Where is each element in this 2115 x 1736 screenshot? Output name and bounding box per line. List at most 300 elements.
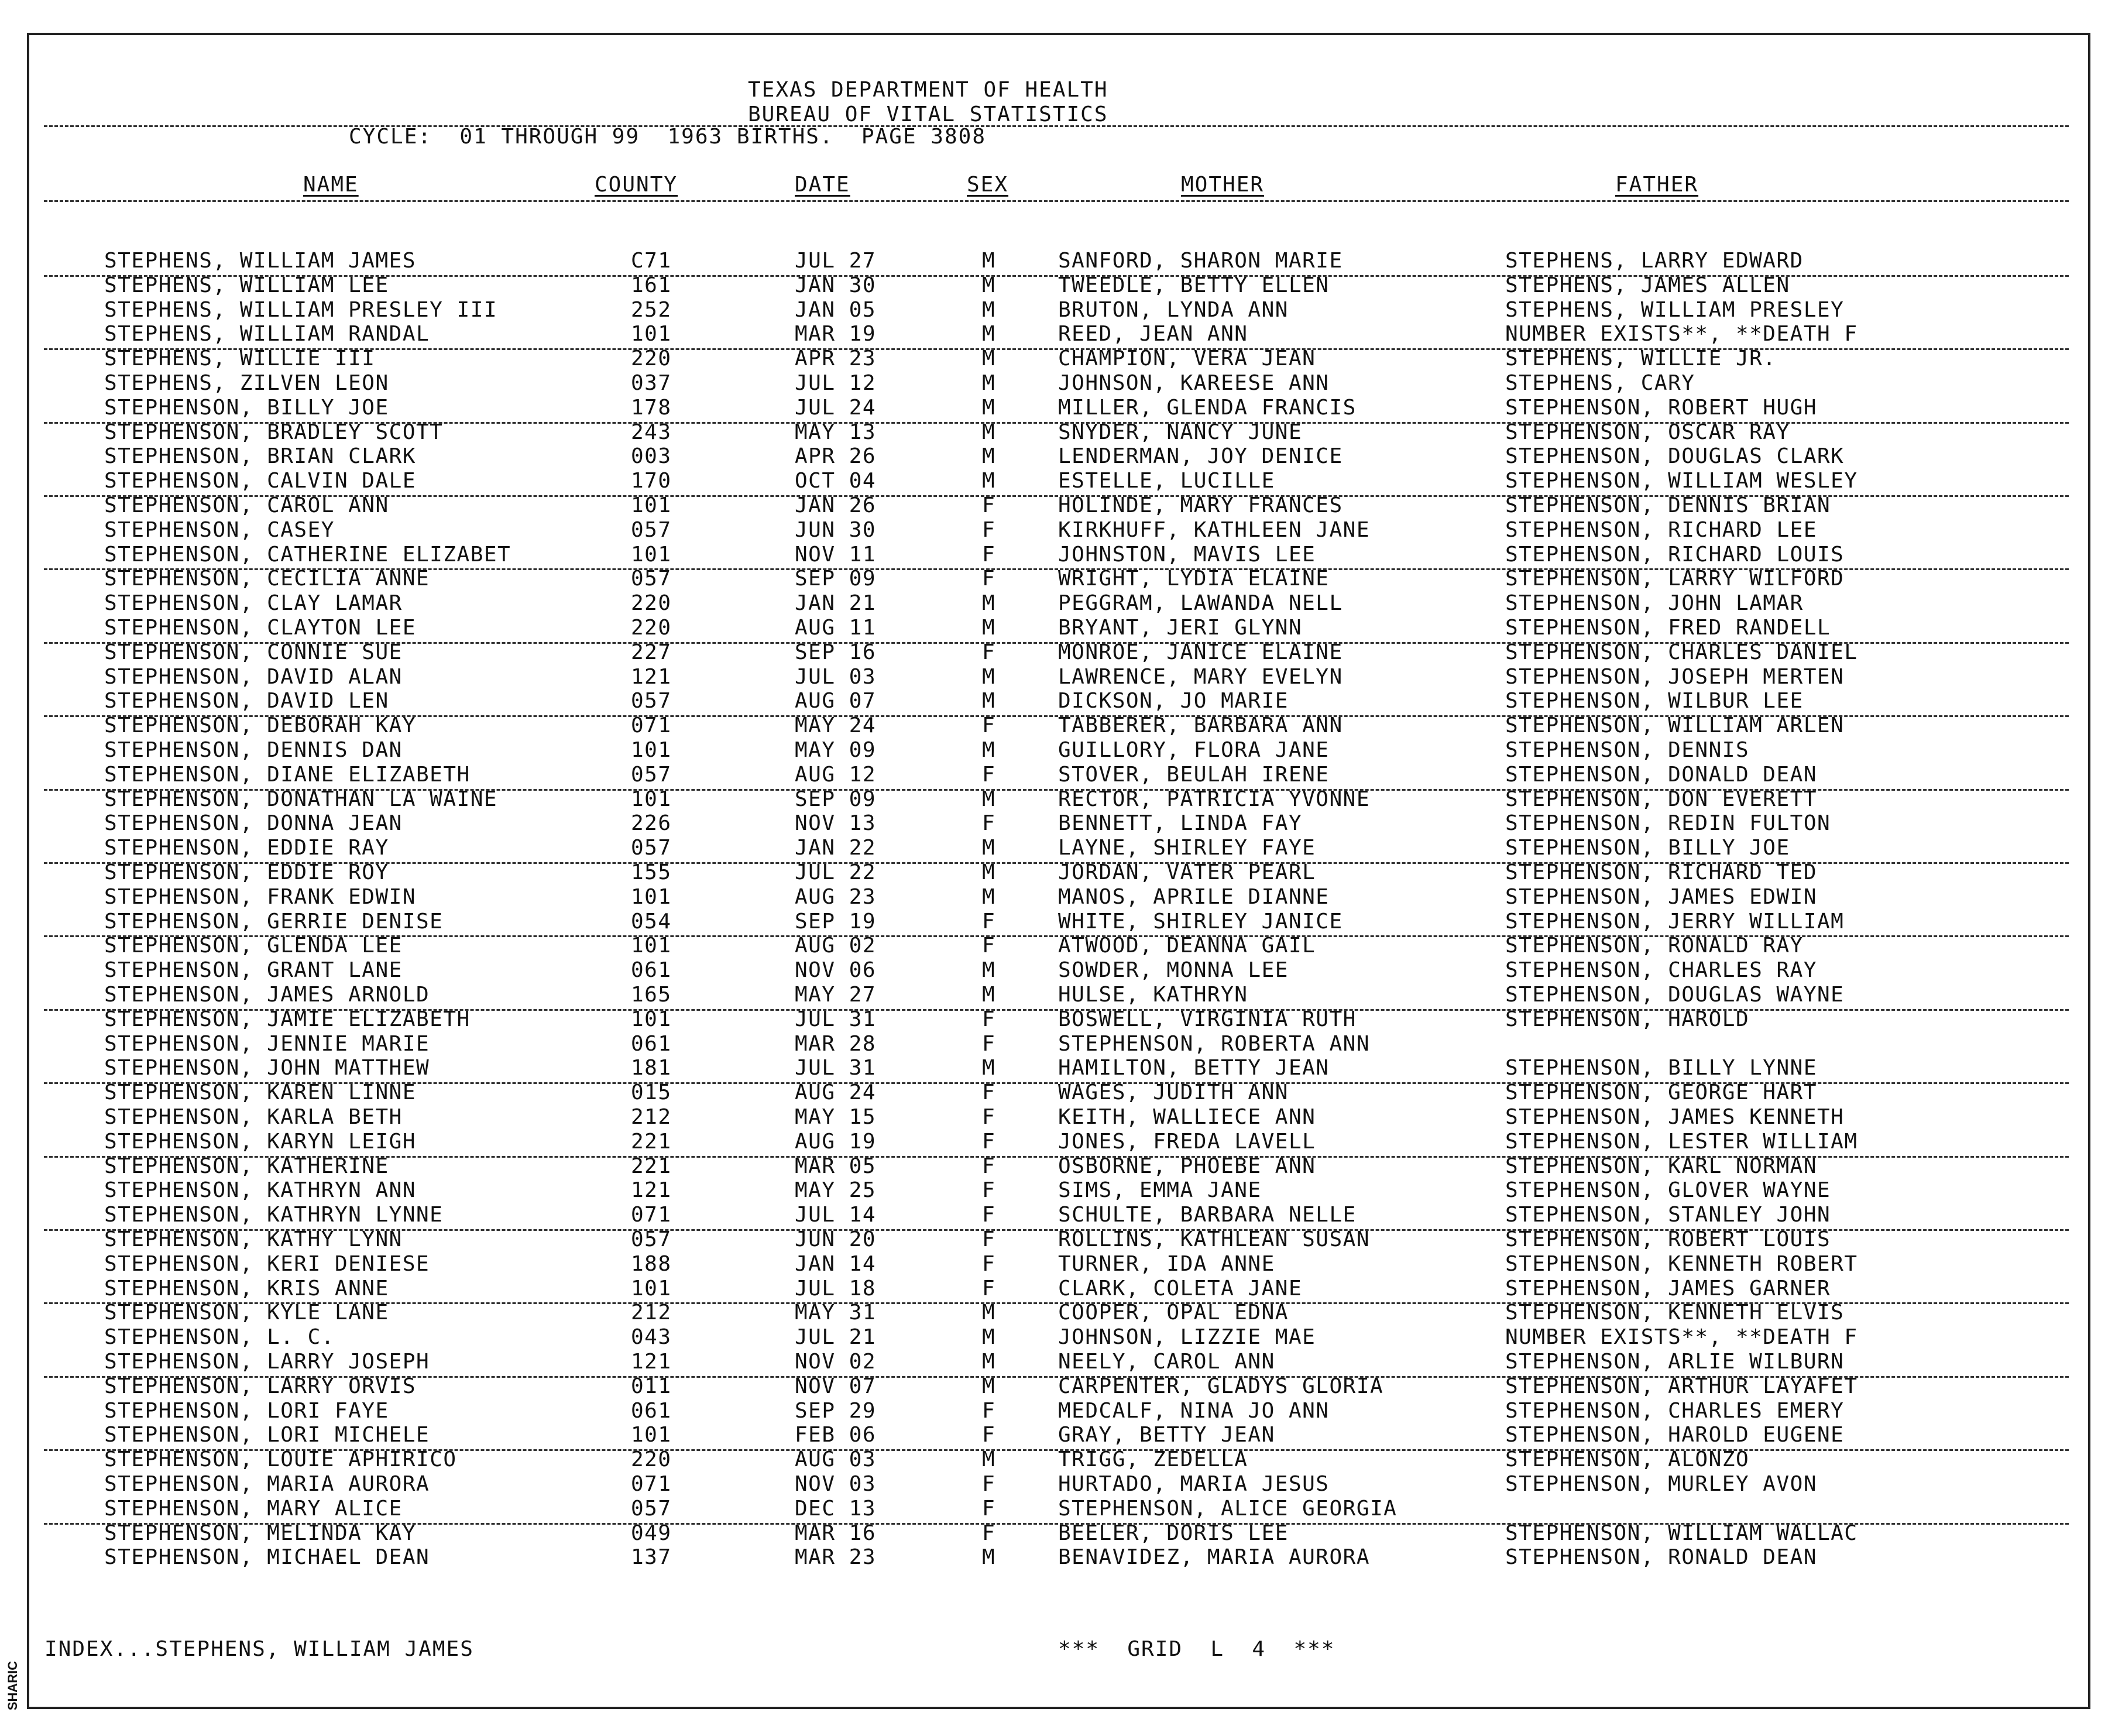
record-date: JUL 14 xyxy=(795,1203,877,1227)
record-county: 161 xyxy=(631,273,672,297)
record-sex: M xyxy=(982,958,996,983)
record-separator xyxy=(44,275,2069,277)
record-father: STEPHENSON, JAMES GARNER xyxy=(1505,1276,1831,1301)
record-mother: ESTELLE, LUCILLE xyxy=(1058,469,1275,493)
record-sex: M xyxy=(982,787,996,811)
record-date: AUG 02 xyxy=(795,934,877,958)
record-county: 101 xyxy=(631,934,672,958)
record-sex: F xyxy=(982,909,996,934)
header-cycle: CYCLE: 01 THROUGH 99 1963 BIRTHS. PAGE 3808 xyxy=(349,125,986,149)
record-father: STEPHENSON, GEORGE HART xyxy=(1505,1080,1817,1105)
record-father: STEPHENSON, ROBERT HUGH xyxy=(1505,395,1817,420)
record-mother: ROLLINS, KATHLEAN SUSAN xyxy=(1058,1227,1370,1251)
record-date: JUL 22 xyxy=(795,860,877,884)
record-sex: M xyxy=(982,444,996,469)
record-date: MAY 09 xyxy=(795,738,877,762)
record-date: MAY 27 xyxy=(795,983,877,1007)
record-mother: TABBERER, BARBARA ANN xyxy=(1058,713,1343,738)
record-sex: F xyxy=(982,1154,996,1178)
record-sex: M xyxy=(982,591,996,616)
record-father: STEPHENS, WILLIE JR. xyxy=(1505,346,1777,371)
record-father: STEPHENSON, WILBUR LEE xyxy=(1505,689,1804,713)
record-row xyxy=(0,1178,2115,1203)
record-father: STEPHENSON, KENNETH ROBERT xyxy=(1505,1251,1858,1276)
record-date: MAR 05 xyxy=(795,1154,877,1178)
record-name: STEPHENS, ZILVEN LEON xyxy=(104,371,389,395)
record-county: 101 xyxy=(631,884,672,909)
record-row xyxy=(0,1080,2115,1105)
record-sex: F xyxy=(982,1276,996,1301)
record-mother: BENNETT, LINDA FAY xyxy=(1058,811,1303,836)
record-date: MAY 13 xyxy=(795,420,877,444)
record-date: JUN 30 xyxy=(795,517,877,542)
record-row xyxy=(0,1056,2115,1080)
record-father: STEPHENSON, WILLIAM WESLEY xyxy=(1505,469,1858,493)
record-mother: KIRKHUFF, KATHLEEN JANE xyxy=(1058,517,1370,542)
record-date: JUL 27 xyxy=(795,249,877,273)
record-mother: GRAY, BETTY JEAN xyxy=(1058,1423,1275,1447)
record-separator xyxy=(44,789,2069,791)
record-father: STEPHENSON, MURLEY AVON xyxy=(1505,1472,1817,1496)
record-sex: F xyxy=(982,517,996,542)
record-county: 212 xyxy=(631,1105,672,1129)
record-county: 227 xyxy=(631,640,672,664)
record-date: MAR 23 xyxy=(795,1545,877,1570)
record-father: STEPHENSON, LESTER WILLIAM xyxy=(1505,1129,1858,1154)
record-date: JAN 30 xyxy=(795,273,877,297)
record-sex: M xyxy=(982,1056,996,1080)
record-county: 061 xyxy=(631,1031,672,1056)
record-mother: SNYDER, NANCY JUNE xyxy=(1058,420,1303,444)
record-name: STEPHENSON, DAVID ALAN xyxy=(104,664,403,689)
record-mother: CARPENTER, GLADYS GLORIA xyxy=(1058,1374,1384,1398)
record-name: STEPHENSON, LORI FAYE xyxy=(104,1398,389,1423)
record-county: 101 xyxy=(631,1276,672,1301)
record-county: 003 xyxy=(631,444,672,469)
record-date: APR 26 xyxy=(795,444,877,469)
record-name: STEPHENSON, CATHERINE ELIZABET xyxy=(104,542,511,567)
record-name: STEPHENSON, MELINDA KAY xyxy=(104,1521,416,1545)
record-separator xyxy=(44,1523,2069,1525)
record-date: AUG 24 xyxy=(795,1080,877,1105)
record-separator xyxy=(44,495,2069,497)
record-date: SEP 16 xyxy=(795,640,877,664)
record-name: STEPHENS, WILLIAM JAMES xyxy=(104,249,416,273)
record-county: C71 xyxy=(631,249,672,273)
record-sex: M xyxy=(982,371,996,395)
record-separator xyxy=(44,1302,2069,1304)
record-county: 101 xyxy=(631,1423,672,1447)
record-date: JUL 03 xyxy=(795,664,877,689)
record-sex: M xyxy=(982,836,996,860)
record-mother: STOVER, BEULAH IRENE xyxy=(1058,762,1330,787)
record-sex: F xyxy=(982,1105,996,1129)
record-father: STEPHENSON, RICHARD TED xyxy=(1505,860,1817,884)
record-date: JUN 20 xyxy=(795,1227,877,1251)
record-date: JUL 12 xyxy=(795,371,877,395)
record-date: NOV 03 xyxy=(795,1472,877,1496)
record-sex: M xyxy=(982,664,996,689)
record-mother: LAWRENCE, MARY EVELYN xyxy=(1058,664,1343,689)
record-county: 221 xyxy=(631,1154,672,1178)
record-mother: CHAMPION, VERA JEAN xyxy=(1058,346,1316,371)
record-name: STEPHENSON, CAROL ANN xyxy=(104,493,389,517)
record-date: MAY 24 xyxy=(795,713,877,738)
record-date: AUG 12 xyxy=(795,762,877,787)
record-county: 220 xyxy=(631,616,672,640)
record-row xyxy=(0,836,2115,860)
record-mother: JOHNSTON, MAVIS LEE xyxy=(1058,542,1316,567)
record-sex: F xyxy=(982,811,996,836)
record-county: 057 xyxy=(631,567,672,591)
record-date: JAN 22 xyxy=(795,836,877,860)
record-separator xyxy=(44,1156,2069,1158)
record-sex: M xyxy=(982,420,996,444)
record-row xyxy=(0,910,2115,934)
record-row xyxy=(0,543,2115,567)
record-date: NOV 11 xyxy=(795,542,877,567)
record-county: 101 xyxy=(631,1007,672,1031)
record-sex: M xyxy=(982,297,996,322)
header-department: TEXAS DEPARTMENT OF HEALTH xyxy=(748,78,1108,102)
record-row xyxy=(0,1545,2115,1570)
record-row xyxy=(0,420,2115,445)
footer-grid: *** GRID L 4 *** xyxy=(1058,1637,1335,1661)
record-date: SEP 19 xyxy=(795,909,877,934)
record-father: STEPHENSON, ROBERT LOUIS xyxy=(1505,1227,1831,1251)
record-separator xyxy=(44,642,2069,644)
record-date: JUL 31 xyxy=(795,1056,877,1080)
column-header-date: DATE xyxy=(795,173,850,197)
record-row xyxy=(0,763,2115,787)
record-county: 252 xyxy=(631,297,672,322)
record-father: STEPHENSON, KARL NORMAN xyxy=(1505,1154,1817,1178)
record-name: STEPHENSON, KAREN LINNE xyxy=(104,1080,416,1105)
record-row xyxy=(0,811,2115,836)
record-county: 054 xyxy=(631,909,672,934)
record-name: STEPHENSON, BILLY JOE xyxy=(104,395,389,420)
record-mother: HULSE, KATHRYN xyxy=(1058,983,1248,1007)
record-father: STEPHENSON, HAROLD xyxy=(1505,1007,1750,1031)
record-name: STEPHENSON, JAMIE ELIZABETH xyxy=(104,1007,471,1031)
record-county: 226 xyxy=(631,811,672,836)
column-header-mother: MOTHER xyxy=(1181,173,1265,197)
record-row xyxy=(0,713,2115,738)
record-date: MAR 19 xyxy=(795,322,877,346)
record-county: 212 xyxy=(631,1301,672,1325)
record-name: STEPHENS, WILLIE III xyxy=(104,346,376,371)
record-sex: M xyxy=(982,395,996,420)
record-county: 178 xyxy=(631,395,672,420)
record-name: STEPHENSON, JENNIE MARIE xyxy=(104,1031,430,1056)
record-county: 057 xyxy=(631,689,672,713)
record-name: STEPHENSON, KERI DENIESE xyxy=(104,1251,430,1276)
record-mother: WRIGHT, LYDIA ELAINE xyxy=(1058,567,1330,591)
record-sex: M xyxy=(982,1325,996,1350)
record-sex: M xyxy=(982,616,996,640)
record-separator xyxy=(44,1229,2069,1231)
record-county: 043 xyxy=(631,1325,672,1350)
record-row xyxy=(0,983,2115,1007)
record-row xyxy=(0,934,2115,958)
record-mother: JOHNSON, LIZZIE MAE xyxy=(1058,1325,1316,1350)
record-row xyxy=(0,1007,2115,1032)
record-row xyxy=(0,1227,2115,1252)
record-mother: MEDCALF, NINA JO ANN xyxy=(1058,1398,1330,1423)
record-name: STEPHENSON, L. C. xyxy=(104,1325,335,1350)
record-date: JUL 21 xyxy=(795,1325,877,1350)
record-county: 057 xyxy=(631,1496,672,1521)
record-mother: HAMILTON, BETTY JEAN xyxy=(1058,1056,1330,1080)
record-county: 061 xyxy=(631,1398,672,1423)
record-father: STEPHENSON, LARRY WILFORD xyxy=(1505,567,1845,591)
column-header-father: FATHER xyxy=(1615,173,1699,197)
record-separator xyxy=(44,862,2069,864)
record-name: STEPHENSON, CASEY xyxy=(104,517,335,542)
record-mother: WAGES, JUDITH ANN xyxy=(1058,1080,1289,1105)
record-row xyxy=(0,1423,2115,1447)
record-county: 101 xyxy=(631,542,672,567)
record-name: STEPHENSON, GRANT LANE xyxy=(104,958,403,983)
record-row xyxy=(0,469,2115,493)
record-sex: F xyxy=(982,1496,996,1521)
record-row xyxy=(0,1130,2115,1154)
record-mother: BRUTON, LYNDA ANN xyxy=(1058,297,1289,322)
record-father: STEPHENSON, DENNIS xyxy=(1505,738,1750,762)
record-row xyxy=(0,1521,2115,1546)
record-sex: F xyxy=(982,1031,996,1056)
record-date: MAY 15 xyxy=(795,1105,877,1129)
record-row xyxy=(0,1472,2115,1497)
record-mother: GUILLORY, FLORA JANE xyxy=(1058,738,1330,762)
record-mother: SOWDER, MONNA LEE xyxy=(1058,958,1289,983)
record-father: STEPHENSON, GLOVER WAYNE xyxy=(1505,1178,1831,1203)
record-mother: JOHNSON, KAREESE ANN xyxy=(1058,371,1330,395)
record-sex: F xyxy=(982,640,996,664)
record-father: STEPHENSON, STANLEY JOHN xyxy=(1505,1203,1831,1227)
record-row xyxy=(0,273,2115,298)
record-mother: CLARK, COLETA JANE xyxy=(1058,1276,1303,1301)
record-row xyxy=(0,665,2115,689)
record-row xyxy=(0,885,2115,910)
record-county: 181 xyxy=(631,1056,672,1080)
record-name: STEPHENSON, DAVID LEN xyxy=(104,689,389,713)
record-name: STEPHENSON, MICHAEL DEAN xyxy=(104,1545,430,1570)
record-row xyxy=(0,567,2115,591)
record-row xyxy=(0,591,2115,616)
record-mother: BOSWELL, VIRGINIA RUTH xyxy=(1058,1007,1357,1031)
record-date: JAN 05 xyxy=(795,297,877,322)
record-father: STEPHENSON, WILLIAM WALLAC xyxy=(1505,1521,1858,1545)
record-county: 121 xyxy=(631,1350,672,1374)
record-mother: TWEEDLE, BETTY ELLEN xyxy=(1058,273,1330,297)
record-father: STEPHENSON, HAROLD EUGENE xyxy=(1505,1423,1845,1447)
record-sex: F xyxy=(982,1007,996,1031)
record-mother: KEITH, WALLIECE ANN xyxy=(1058,1105,1316,1129)
record-father: STEPHENSON, BILLY LYNNE xyxy=(1505,1056,1817,1080)
record-father: STEPHENSON, RONALD RAY xyxy=(1505,934,1804,958)
record-name: STEPHENSON, KATHERINE xyxy=(104,1154,389,1178)
record-name: STEPHENSON, KATHRYN ANN xyxy=(104,1178,416,1203)
record-date: JUL 18 xyxy=(795,1276,877,1301)
record-father: STEPHENSON, RICHARD LEE xyxy=(1505,517,1817,542)
record-mother: STEPHENSON, ALICE GEORGIA xyxy=(1058,1496,1398,1521)
record-name: STEPHENSON, LOUIE APHIRICO xyxy=(104,1447,457,1472)
record-row xyxy=(0,1350,2115,1374)
record-mother: JONES, FREDA LAVELL xyxy=(1058,1129,1316,1154)
record-date: APR 23 xyxy=(795,346,877,371)
record-father: STEPHENS, WILLIAM PRESLEY xyxy=(1505,297,1845,322)
record-sex: F xyxy=(982,1203,996,1227)
record-name: STEPHENS, WILLIAM RANDAL xyxy=(104,322,430,346)
record-mother: ATWOOD, DEANNA GAIL xyxy=(1058,934,1316,958)
record-sex: F xyxy=(982,1423,996,1447)
record-father: STEPHENSON, ALONZO xyxy=(1505,1447,1750,1472)
record-county: 101 xyxy=(631,738,672,762)
record-row xyxy=(0,1277,2115,1301)
header-bureau: BUREAU OF VITAL STATISTICS xyxy=(748,102,1108,126)
record-sex: F xyxy=(982,567,996,591)
record-date: JUL 24 xyxy=(795,395,877,420)
record-county: 220 xyxy=(631,1447,672,1472)
record-name: STEPHENSON, CALVIN DALE xyxy=(104,469,416,493)
record-name: STEPHENSON, DONNA JEAN xyxy=(104,811,403,836)
record-father: STEPHENSON, BILLY JOE xyxy=(1505,836,1790,860)
record-name: STEPHENSON, BRADLEY SCOTT xyxy=(104,420,444,444)
record-separator xyxy=(44,568,2069,570)
record-father: STEPHENS, CARY xyxy=(1505,371,1695,395)
record-name: STEPHENSON, CECILIA ANNE xyxy=(104,567,430,591)
record-sex: M xyxy=(982,346,996,371)
record-name: STEPHENSON, KATHRYN LYNNE xyxy=(104,1203,444,1227)
record-name: STEPHENSON, KARYN LEIGH xyxy=(104,1129,416,1154)
record-county: 057 xyxy=(631,836,672,860)
record-county: 221 xyxy=(631,1129,672,1154)
record-name: STEPHENSON, CONNIE SUE xyxy=(104,640,403,664)
record-sex: M xyxy=(982,689,996,713)
record-date: AUG 19 xyxy=(795,1129,877,1154)
record-sex: M xyxy=(982,884,996,909)
record-row xyxy=(0,1203,2115,1227)
record-mother: LAYNE, SHIRLEY FAYE xyxy=(1058,836,1316,860)
record-mother: LENDERMAN, JOY DENICE xyxy=(1058,444,1343,469)
record-father: STEPHENSON, DOUGLAS WAYNE xyxy=(1505,983,1845,1007)
record-date: NOV 07 xyxy=(795,1374,877,1398)
record-mother: JORDAN, VATER PEARL xyxy=(1058,860,1316,884)
record-mother: PEGGRAM, LAWANDA NELL xyxy=(1058,591,1343,616)
record-row xyxy=(0,1374,2115,1399)
record-sex: M xyxy=(982,1374,996,1398)
record-sex: M xyxy=(982,738,996,762)
record-sex: M xyxy=(982,273,996,297)
record-row xyxy=(0,1032,2115,1056)
record-county: 061 xyxy=(631,958,672,983)
record-county: 049 xyxy=(631,1521,672,1545)
record-sex: F xyxy=(982,934,996,958)
record-mother: TURNER, IDA ANNE xyxy=(1058,1251,1275,1276)
record-date: MAY 25 xyxy=(795,1178,877,1203)
record-date: FEB 06 xyxy=(795,1423,877,1447)
record-separator xyxy=(44,935,2069,937)
record-county: 101 xyxy=(631,493,672,517)
record-name: STEPHENSON, JAMES ARNOLD xyxy=(104,983,430,1007)
record-county: 188 xyxy=(631,1251,672,1276)
record-mother: COOPER, OPAL EDNA xyxy=(1058,1301,1289,1325)
record-name: STEPHENSON, DENNIS DAN xyxy=(104,738,403,762)
record-date: JUL 31 xyxy=(795,1007,877,1031)
record-county: 137 xyxy=(631,1545,672,1570)
record-date: SEP 29 xyxy=(795,1398,877,1423)
record-mother: STEPHENSON, ROBERTA ANN xyxy=(1058,1031,1370,1056)
record-name: STEPHENSON, LARRY JOSEPH xyxy=(104,1350,430,1374)
record-sex: M xyxy=(982,1350,996,1374)
record-county: 243 xyxy=(631,420,672,444)
record-sex: F xyxy=(982,1472,996,1496)
record-row xyxy=(0,860,2115,885)
record-sex: M xyxy=(982,1447,996,1472)
record-county: 121 xyxy=(631,1178,672,1203)
record-sex: F xyxy=(982,1521,996,1545)
record-row xyxy=(0,787,2115,812)
record-row xyxy=(0,1154,2115,1179)
record-name: STEPHENSON, KYLE LANE xyxy=(104,1301,389,1325)
record-name: STEPHENSON, CLAY LAMAR xyxy=(104,591,403,616)
record-sex: F xyxy=(982,1178,996,1203)
record-mother: WHITE, SHIRLEY JANICE xyxy=(1058,909,1343,934)
record-father: STEPHENSON, DON EVERETT xyxy=(1505,787,1817,811)
side-label: SHARIC xyxy=(5,1660,20,1711)
record-name: STEPHENSON, BRIAN CLARK xyxy=(104,444,416,469)
record-father: STEPHENSON, JOHN LAMAR xyxy=(1505,591,1804,616)
record-sex: F xyxy=(982,493,996,517)
record-date: SEP 09 xyxy=(795,787,877,811)
record-sex: M xyxy=(982,860,996,884)
record-father: STEPHENSON, JAMES EDWIN xyxy=(1505,884,1817,909)
record-mother: SIMS, EMMA JANE xyxy=(1058,1178,1262,1203)
record-father: STEPHENSON, CHARLES EMERY xyxy=(1505,1398,1845,1423)
record-row xyxy=(0,616,2115,640)
record-father: STEPHENSON, REDIN FULTON xyxy=(1505,811,1831,836)
record-separator xyxy=(44,348,2069,350)
record-county: 165 xyxy=(631,983,672,1007)
record-father: STEPHENSON, OSCAR RAY xyxy=(1505,420,1790,444)
record-sex: F xyxy=(982,1251,996,1276)
record-county: 170 xyxy=(631,469,672,493)
record-sex: F xyxy=(982,542,996,567)
record-name: STEPHENSON, KATHY LYNN xyxy=(104,1227,403,1251)
record-row xyxy=(0,493,2115,518)
record-name: STEPHENSON, LORI MICHELE xyxy=(104,1423,430,1447)
record-sex: F xyxy=(982,1398,996,1423)
record-county: 220 xyxy=(631,346,672,371)
record-date: AUG 23 xyxy=(795,884,877,909)
record-row xyxy=(0,689,2115,713)
record-name: STEPHENSON, KRIS ANNE xyxy=(104,1276,389,1301)
record-row xyxy=(0,371,2115,396)
record-father: STEPHENSON, RICHARD LOUIS xyxy=(1505,542,1845,567)
record-date: NOV 02 xyxy=(795,1350,877,1374)
record-mother: DICKSON, JO MARIE xyxy=(1058,689,1289,713)
record-row xyxy=(0,1252,2115,1277)
record-sex: F xyxy=(982,713,996,738)
record-mother: NEELY, CAROL ANN xyxy=(1058,1350,1275,1374)
record-separator xyxy=(44,1449,2069,1451)
column-header-sex: SEX xyxy=(967,173,1009,197)
record-county: 015 xyxy=(631,1080,672,1105)
record-row xyxy=(0,1447,2115,1472)
record-county: 101 xyxy=(631,787,672,811)
record-row xyxy=(0,1497,2115,1521)
